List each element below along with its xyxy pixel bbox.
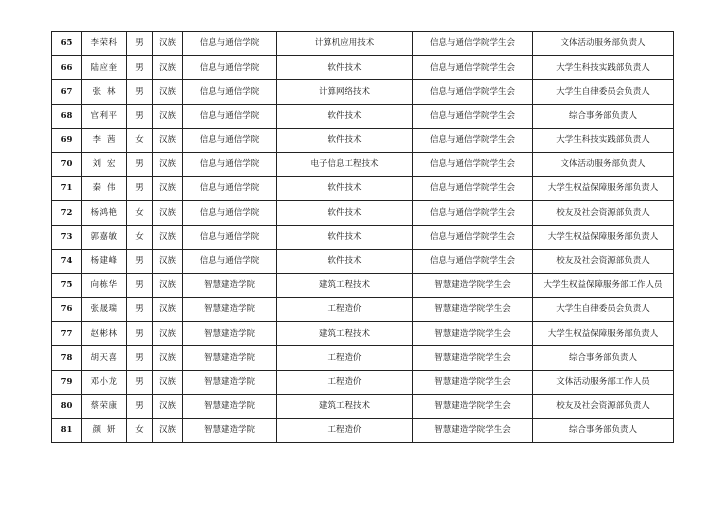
position-cell: 校友及社会资源部负责人 (533, 249, 674, 273)
position-cell: 大学生权益保障服务部负责人 (533, 225, 674, 249)
college-cell: 信息与通信学院 (183, 152, 277, 176)
college-cell: 智慧建造学院 (183, 394, 277, 418)
student-name-cell: 颜妍 (82, 419, 127, 443)
organization-cell: 智慧建造学院学生会 (413, 273, 533, 297)
organization-cell: 信息与通信学院学生会 (413, 225, 533, 249)
row-number-cell: 78 (52, 346, 82, 370)
gender-cell: 男 (127, 32, 153, 56)
student-name-cell: 秦伟 (82, 177, 127, 201)
organization-cell: 信息与通信学院学生会 (413, 152, 533, 176)
college-cell: 信息与通信学院 (183, 56, 277, 80)
table-row (52, 152, 674, 176)
major-cell: 建筑工程技术 (277, 273, 413, 297)
organization-cell: 信息与通信学院学生会 (413, 56, 533, 80)
row-number-cell: 79 (52, 370, 82, 394)
major-cell: 建筑工程技术 (277, 394, 413, 418)
organization-cell: 智慧建造学院学生会 (413, 322, 533, 346)
organization-cell: 信息与通信学院学生会 (413, 32, 533, 56)
ethnicity-cell: 汉族 (153, 225, 183, 249)
major-cell: 建筑工程技术 (277, 322, 413, 346)
position-cell: 文体活动服务部负责人 (533, 32, 674, 56)
college-cell: 智慧建造学院 (183, 370, 277, 394)
table-row (52, 419, 674, 443)
student-name-cell: 邓小龙 (82, 370, 127, 394)
major-cell: 计算机应用技术 (277, 32, 413, 56)
ethnicity-cell: 汉族 (153, 394, 183, 418)
gender-cell: 女 (127, 128, 153, 152)
organization-cell: 智慧建造学院学生会 (413, 370, 533, 394)
student-name-cell: 胡天喜 (82, 346, 127, 370)
student-name-cell: 刘宏 (82, 152, 127, 176)
row-number-cell: 70 (52, 152, 82, 176)
ethnicity-cell: 汉族 (153, 32, 183, 56)
ethnicity-cell: 汉族 (153, 322, 183, 346)
college-cell: 信息与通信学院 (183, 80, 277, 104)
row-number-cell: 72 (52, 201, 82, 225)
gender-cell: 男 (127, 104, 153, 128)
gender-cell: 男 (127, 322, 153, 346)
table-row (52, 273, 674, 297)
organization-cell: 智慧建造学院学生会 (413, 346, 533, 370)
organization-cell: 信息与通信学院学生会 (413, 249, 533, 273)
college-cell: 智慧建造学院 (183, 419, 277, 443)
student-name-cell: 向栋华 (82, 273, 127, 297)
table-row (52, 104, 674, 128)
row-number-cell: 80 (52, 394, 82, 418)
major-cell: 软件技术 (277, 128, 413, 152)
student-name-cell: 蔡荣康 (82, 394, 127, 418)
student-name-cell: 张晟瑞 (82, 298, 127, 322)
student-name-cell: 李茜 (82, 128, 127, 152)
student-name-cell: 杨鸿艳 (82, 201, 127, 225)
ethnicity-cell: 汉族 (153, 346, 183, 370)
major-cell: 工程造价 (277, 346, 413, 370)
position-cell: 校友及社会资源部负责人 (533, 201, 674, 225)
college-cell: 信息与通信学院 (183, 201, 277, 225)
major-cell: 软件技术 (277, 56, 413, 80)
organization-cell: 信息与通信学院学生会 (413, 80, 533, 104)
table-row (52, 128, 674, 152)
student-name-cell: 郭嘉敏 (82, 225, 127, 249)
gender-cell: 男 (127, 56, 153, 80)
position-cell: 校友及社会资源部负责人 (533, 394, 674, 418)
college-cell: 智慧建造学院 (183, 346, 277, 370)
gender-cell: 男 (127, 394, 153, 418)
organization-cell: 智慧建造学院学生会 (413, 394, 533, 418)
row-number-cell: 81 (52, 419, 82, 443)
major-cell: 工程造价 (277, 298, 413, 322)
position-cell: 大学生科技实践部负责人 (533, 128, 674, 152)
position-cell: 大学生权益保障服务部负责人 (533, 322, 674, 346)
gender-cell: 女 (127, 419, 153, 443)
position-cell: 大学生权益保障服务部工作人员 (533, 273, 674, 297)
position-cell: 综合事务部负责人 (533, 419, 674, 443)
ethnicity-cell: 汉族 (153, 273, 183, 297)
college-cell: 信息与通信学院 (183, 249, 277, 273)
table-row (52, 177, 674, 201)
position-cell: 文体活动服务部负责人 (533, 152, 674, 176)
student-name-cell: 官利平 (82, 104, 127, 128)
ethnicity-cell: 汉族 (153, 128, 183, 152)
position-cell: 综合事务部负责人 (533, 346, 674, 370)
gender-cell: 男 (127, 298, 153, 322)
gender-cell: 男 (127, 152, 153, 176)
table-row (52, 201, 674, 225)
ethnicity-cell: 汉族 (153, 177, 183, 201)
table-row (52, 394, 674, 418)
major-cell: 软件技术 (277, 104, 413, 128)
gender-cell: 男 (127, 273, 153, 297)
ethnicity-cell: 汉族 (153, 104, 183, 128)
college-cell: 智慧建造学院 (183, 273, 277, 297)
major-cell: 工程造价 (277, 419, 413, 443)
major-cell: 软件技术 (277, 201, 413, 225)
table-row (52, 249, 674, 273)
gender-cell: 男 (127, 346, 153, 370)
organization-cell: 信息与通信学院学生会 (413, 177, 533, 201)
table-row (52, 56, 674, 80)
major-cell: 软件技术 (277, 225, 413, 249)
college-cell: 智慧建造学院 (183, 298, 277, 322)
college-cell: 信息与通信学院 (183, 104, 277, 128)
ethnicity-cell: 汉族 (153, 80, 183, 104)
table-row (52, 322, 674, 346)
row-number-cell: 75 (52, 273, 82, 297)
table-row (52, 225, 674, 249)
row-number-cell: 69 (52, 128, 82, 152)
college-cell: 信息与通信学院 (183, 128, 277, 152)
row-number-cell: 65 (52, 32, 82, 56)
ethnicity-cell: 汉族 (153, 152, 183, 176)
major-cell: 软件技术 (277, 177, 413, 201)
gender-cell: 女 (127, 225, 153, 249)
gender-cell: 女 (127, 201, 153, 225)
ethnicity-cell: 汉族 (153, 419, 183, 443)
gender-cell: 男 (127, 249, 153, 273)
table-row (52, 32, 674, 56)
row-number-cell: 71 (52, 177, 82, 201)
position-cell: 文体活动服务部工作人员 (533, 370, 674, 394)
organization-cell: 智慧建造学院学生会 (413, 419, 533, 443)
organization-cell: 信息与通信学院学生会 (413, 104, 533, 128)
student-name-cell: 赵彬林 (82, 322, 127, 346)
college-cell: 智慧建造学院 (183, 322, 277, 346)
row-number-cell: 77 (52, 322, 82, 346)
college-cell: 信息与通信学院 (183, 225, 277, 249)
table-row (52, 80, 674, 104)
ethnicity-cell: 汉族 (153, 298, 183, 322)
row-number-cell: 73 (52, 225, 82, 249)
position-cell: 大学生科技实践部负责人 (533, 56, 674, 80)
college-cell: 信息与通信学院 (183, 32, 277, 56)
major-cell: 计算网络技术 (277, 80, 413, 104)
row-number-cell: 68 (52, 104, 82, 128)
ethnicity-cell: 汉族 (153, 56, 183, 80)
gender-cell: 男 (127, 177, 153, 201)
row-number-cell: 66 (52, 56, 82, 80)
row-number-cell: 74 (52, 249, 82, 273)
roster-table (51, 31, 674, 443)
position-cell: 大学生权益保障服务部负责人 (533, 177, 674, 201)
table-row (52, 346, 674, 370)
ethnicity-cell: 汉族 (153, 370, 183, 394)
student-name-cell: 李荣科 (82, 32, 127, 56)
college-cell: 信息与通信学院 (183, 177, 277, 201)
table-row (52, 370, 674, 394)
organization-cell: 信息与通信学院学生会 (413, 128, 533, 152)
position-cell: 大学生自律委员会负责人 (533, 298, 674, 322)
gender-cell: 男 (127, 370, 153, 394)
student-name-cell: 杨建峰 (82, 249, 127, 273)
position-cell: 综合事务部负责人 (533, 104, 674, 128)
row-number-cell: 67 (52, 80, 82, 104)
major-cell: 软件技术 (277, 249, 413, 273)
major-cell: 电子信息工程技术 (277, 152, 413, 176)
student-name-cell: 陆应奎 (82, 56, 127, 80)
position-cell: 大学生自律委员会负责人 (533, 80, 674, 104)
ethnicity-cell: 汉族 (153, 201, 183, 225)
row-number-cell: 76 (52, 298, 82, 322)
organization-cell: 智慧建造学院学生会 (413, 298, 533, 322)
major-cell: 工程造价 (277, 370, 413, 394)
ethnicity-cell: 汉族 (153, 249, 183, 273)
table-row (52, 298, 674, 322)
roster-body (52, 32, 674, 443)
organization-cell: 信息与通信学院学生会 (413, 201, 533, 225)
student-name-cell: 张林 (82, 80, 127, 104)
gender-cell: 男 (127, 80, 153, 104)
